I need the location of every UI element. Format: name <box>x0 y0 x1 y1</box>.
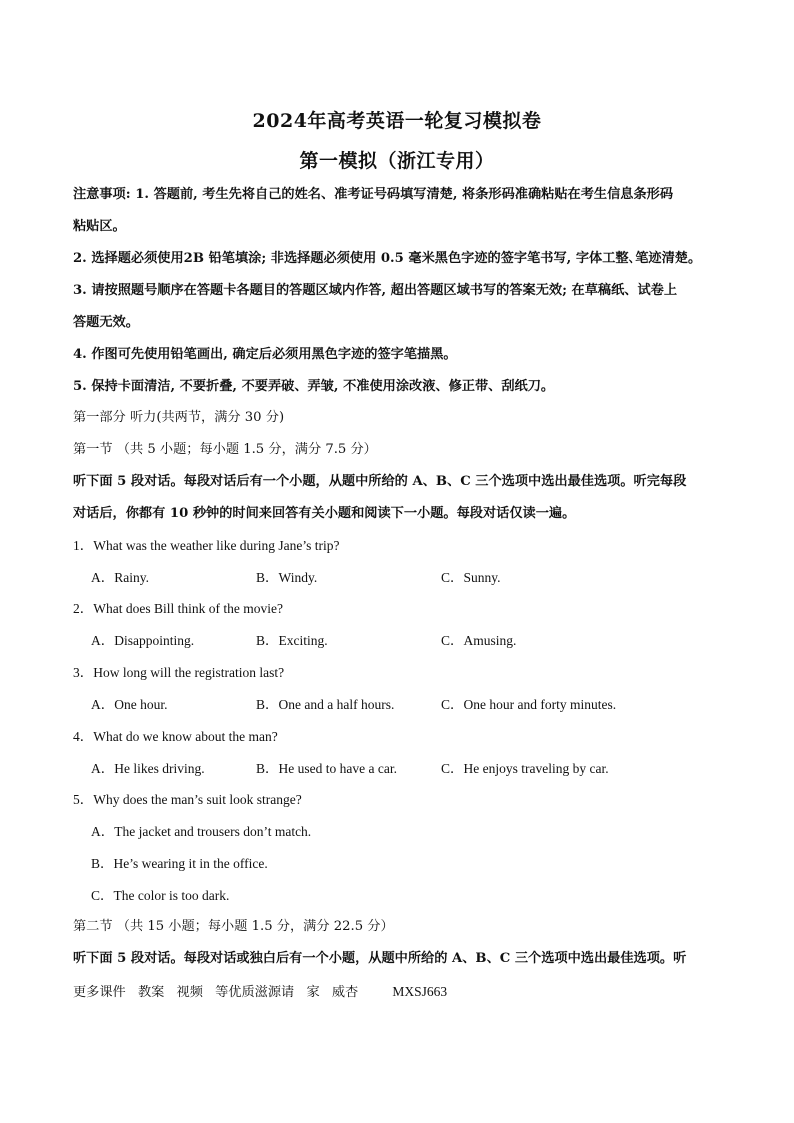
question-1-option-c: C．Sunny. <box>441 570 501 585</box>
notes-line-5: 答题无效。 <box>73 315 139 330</box>
question-4-option-c: C．He enjoys traveling by car. <box>441 761 609 776</box>
question-2-option-b: B．Exciting. <box>256 633 328 648</box>
footer-item: 家 <box>306 985 320 1000</box>
footer-item: 威杏 <box>331 985 359 1000</box>
question-2-option-c: C．Amusing. <box>441 633 517 648</box>
notes-line-3: 2. 选择题必须使用2B 铅笔填涂; 非选择题必须使用 0.5 毫米黑色字迹的签字笔书写, 字体工整､笔迹清楚。 <box>73 251 702 266</box>
footer-item: 教案 <box>137 985 165 1000</box>
question-5-stem: 5．Why does the man’s suit look strange? <box>73 792 302 807</box>
notes-line-1: 注意事项: 1. 答题前, 考生先将自己的姓名、准考证号码填写清楚, 将条形码准确粘贴在考生信息条形码 <box>73 187 674 202</box>
section1-instruction-2: 对话后，你都有 10 秒钟的时间来回答有关小题和阅读下一小题。每段对话仅读一遍。 <box>73 506 576 521</box>
notes-line-6: 4. 作图可先使用铅笔画出, 确定后必须用黑色字迹的签字笔描黑。 <box>73 347 457 362</box>
footer-watermark <box>73 981 455 1000</box>
notes-line-7: 5. 保持卡面清洁, 不要折叠, 不要弄破、弄皱, 不准使用涂改液、修正带、刮纸刀。 <box>73 379 555 394</box>
footer-item: 更多课件 <box>73 985 126 1000</box>
question-1-option-b: B．Windy. <box>256 570 318 585</box>
section1-instruction-1: 听下面 5 段对话。每段对话后有一个小题，从题中所给的 A、B、C 三个选项中选出最佳选项。听完每段 <box>73 474 687 489</box>
question-5-option-b: B．He’s wearing it in the office. <box>91 856 268 871</box>
part1-heading: 第一部分 听力(共两节，满分 30 分) <box>73 410 285 425</box>
question-3-stem: 3．How long will the registration last? <box>73 665 285 680</box>
question-4-option-b: B．He used to have a car. <box>256 761 397 776</box>
question-4-stem: 4．What do we know about the man? <box>73 729 278 744</box>
section2-heading: 第二节 （共 15 小题；每小题 1.5 分，满分 22.5 分） <box>73 919 394 934</box>
question-3-option-a: A．One hour. <box>91 697 168 712</box>
question-3-option-c: C．One hour and forty minutes. <box>441 697 617 712</box>
notes-line-2: 粘贴区。 <box>73 219 126 234</box>
question-5-option-c: C．The color is too dark. <box>91 888 230 903</box>
question-4-option-a: A．He likes driving. <box>91 761 205 776</box>
question-5-option-a: A．The jacket and trousers don’t match. <box>91 824 312 839</box>
question-3-option-b: B．One and a half hours. <box>256 697 395 712</box>
question-2-stem: 2．What does Bill think of the movie? <box>73 601 283 616</box>
section2-instruction-1: 听下面 5 段对话。每段对话或独白后有一个小题，从题中所给的 A、B、C 三个选项中选出最佳选项。听 <box>73 951 687 966</box>
footer-item: 视频 <box>176 985 203 1000</box>
notes-line-4: 3. 请按照题号顺序在答题卡各题目的答题区域内作答, 超出答题区域书写的答案无效; 在草稿纸、试卷上 <box>73 283 678 298</box>
footer-item: 等优质滋源请 <box>215 985 295 1000</box>
footer-code: MXSJ663 <box>392 984 448 999</box>
question-1-stem: 1．What was the weather like during Jane’s trip? <box>73 538 340 553</box>
page-subtitle: 第一模拟（浙江专用） <box>299 150 495 172</box>
page-title: 2024年高考英语一轮复习模拟卷 <box>252 110 542 132</box>
question-1-option-a: A．Rainy. <box>91 570 149 585</box>
question-2-option-a: A．Disappointing. <box>91 633 195 648</box>
section1-heading: 第一节 （共 5 小题；每小题 1.5 分，满分 7.5 分） <box>73 442 377 457</box>
